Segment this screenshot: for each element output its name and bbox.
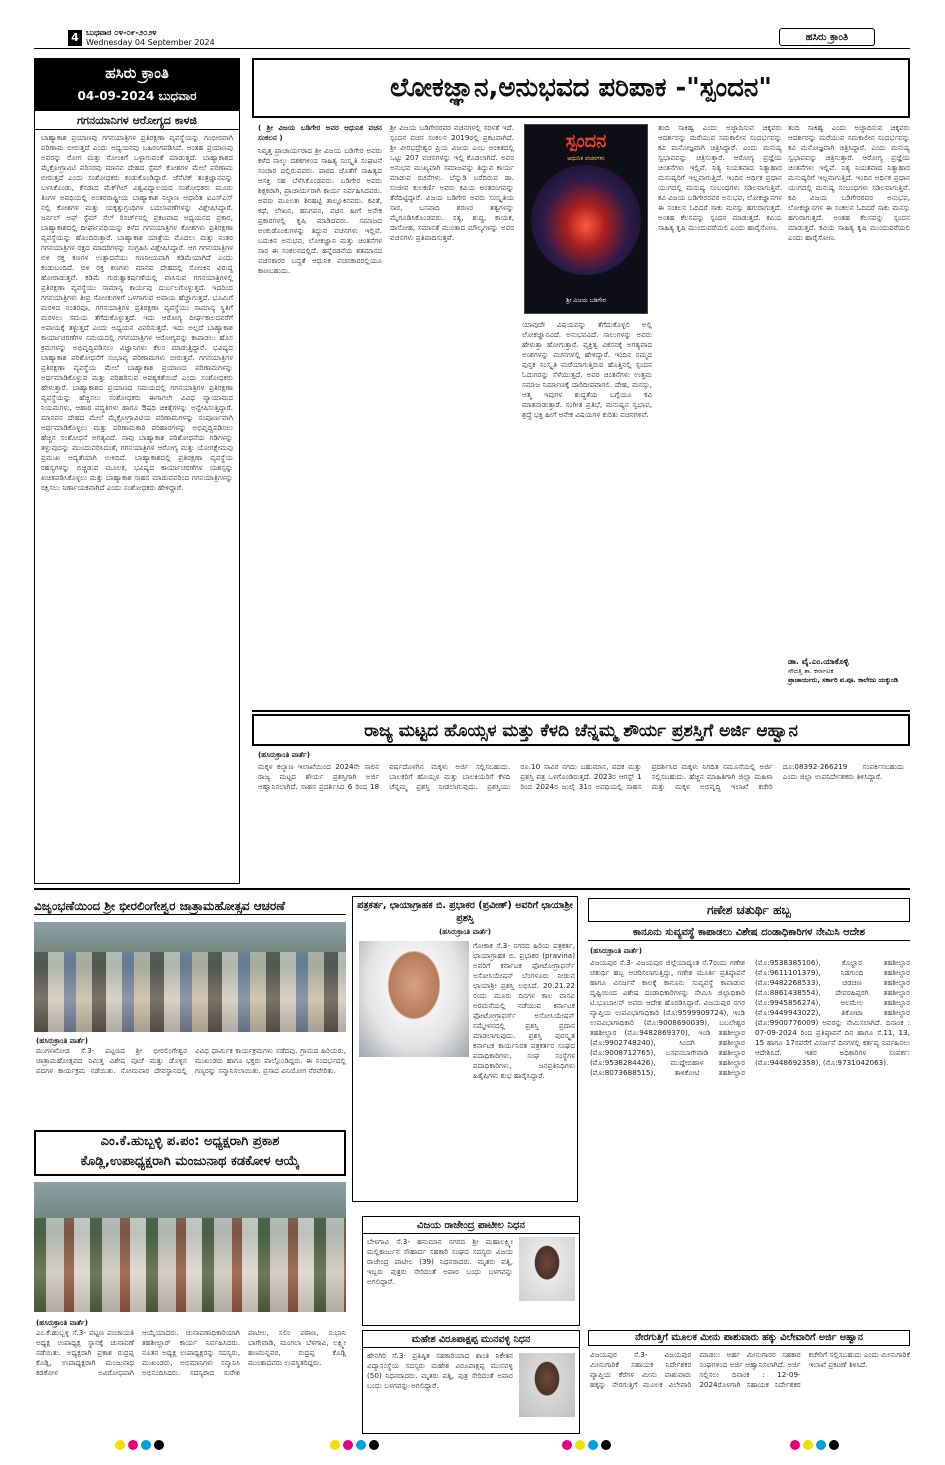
reg-dot <box>829 1440 839 1450</box>
header-date-english: Wednesday 04 September 2024 <box>86 38 215 47</box>
reg-dot <box>343 1440 353 1450</box>
ganesh-body: ವಿಜಯಪುರ ಸೆ.3- ವಿಜಯಪುರ ಜಿಲ್ಲೆಯಾದ್ಯಂತ ಸೆ.7ರಂದು ಗಣೇಶ ಚತುರ್ಥಿ ಹಬ್ಬ ಆಚರಿಸಲಾಗುತ್ತಿದ್ದು, ಗಣೇಶ ಮೂರ್ತಿ ಪ್ರತಿಷ್ಠಾಪನೆ ಹಾಗೂ ವಿಸರ್ಜನೆ ಕಾಲಕ್ಕೆ ಕಾನೂನು ಸುವ್ಯವಸ್ಥೆ ಕಾಪಾಡುವ ದೃಷ್ಟಿಯಿಂದ ವಿಶೇಷ ದಂಡಾಧಿಕಾರಿಗಳನ್ನು ನೇಮಿಸಿ ಜಿಲ್ಲಾಧಿಕಾರಿ ಟಿ.ಭೂಬಾಲನ್ ಅವರು ಆದೇಶ ಹೊರಡಿಸಿದ್ದಾರೆ. ವಿಜಯಪುರ ನಗರ ವ್ಯಾಪ್ತಿಯ ಉಪವಿಭಾಗಾಧಿಕಾರಿ (ಮೊ:9599909724), ಇಂಡಿ ಉಪವಿಭಾಗಾಧಿಕಾರಿ (ಮೊ:9008690039), ಬಬಲೇಶ್ವರ ತಹಶೀಲ್ದಾರ (ಮೊ:9482869370), ಇಂಡಿ ತಹಶೀಲ್ದಾರ (ಮೊ:9902748240), ಸಿಂದಗಿ ತಹಶೀಲ್ದಾರ (ಮೊ:9008712765), ಬಸವನಬಾಗೇವಾಡಿ ತಹಶೀಲ್ದಾರ (ಮೊ:9538284426), ಮುದ್ದೇಬಿಹಾಳ ತಹಶೀಲ್ದಾರ (ಮೊ:8073688515), ತಾಳಿಕೋಟಿ ತಹಶೀಲ್ದಾರ (ಮೊ:9538385106), ಕೊಲ್ಹಾರ ತಹಶೀಲ್ದಾರ (ಮೊ:9611101379), ನಿಡಗುಂದಿ ತಹಶೀಲ್ದಾರ (ಮೊ:9482268533), ಚಡಚಣ ತಹಶೀಲ್ದಾರ (ಮೊ:8861438554), ದೇವರಹಿಪ್ಪರಗಿ ತಹಶೀಲ್ದಾರ (ಮೊ:9945856274), ಆಲಮೇಲ ತಹಶೀಲ್ದಾರ (ಮೊ:9449943022), ತಿಕೋಟಾ ತಹಶೀಲ್ದಾರ (ಮೊ:9900776009) ಅವರನ್ನು ನೇಮಿಸಲಾಗಿದೆ. ದಿನಾಂಕ : 07-09-2024 ರಿಂದ ಪ್ರತಿಷ್ಠಾಪನೆ ದಿನ ಹಾಗೂ ಸೆ.11, 13, 15 ಹಾಗೂ 17ರವರೆಗೆ ವಿಸರ್ಜನೆ ದಿನಗಳಲ್ಲಿ ಕರ್ತವ್ಯ ನಿರ್ವಹಿಸಲು ಆದೇಶಿಸಿದೆ. ಇತರ ಅಧಿಕಾರಿಗಳ ಸಂಪರ್ಕ: (ಮೊ:9448692358), (ಮೊ:9731042063). <box>590 958 910 1077</box>
book-author: ಶ್ರೀ ವಿಜಯ ಬಡಿಗೇರ <box>566 297 606 304</box>
ganesh-banner: ಗಣೇಶ ಚತುರ್ಥಿ ಹಬ್ಬ <box>588 898 910 922</box>
lead-body-col5: ತಂದಿ ಸಾಕಿಹ್ವ ಎಂದು ಅಜ್ಜಾದಿಸುವ ಚಿಕ್ಕವರು ಆದರ್ಶರನ್ನು ಮರೆಯುವ ಸಮಕಾಲೀನ ಸಂದರ್ಭವನ್ನು ಕವಿ ಮನೋಜ್ಞವಾಗಿ ಚಿತ್ರಿಸಿದ್ದಾರೆ. ಎಂದು ಮನುಷ್ಯ ಸ್ವಭಾವವನ್ನು ಚಿತ್ರಿಸುತ್ತಾರೆ. ಆರೋಗ್ಯ ಪ್ರಜ್ಞೆಯ ಚಿಂತನೆಗಳು ಇಲ್ಲಿವೆ. ನಿತ್ಯ ನಿಯತವಾದ ನಿತ್ಯಾಹಾರ ಮನುಷ್ಯರಿಗೆ ಇಲ್ಲವಾಗುತ್ತಿದೆ. ಇಂದಿನ ಆರ್ಥಿಕ ಪ್ರಧಾನ ಯುಗದಲ್ಲಿ ಮನುಷ್ಯ ಸಂಬಂಧಗಳು ಸಡಿಲವಾಗುತ್ತಿವೆ. ಕವಿ ವಿಜಯ ಬಡಿಗೇರರವರ ಅನುಭವ, ಲೋಕಜ್ಞಾನಗಳ ಈ ಸಂಕಲನ ಓದಿದರೆ ಸಾಕು ಮನಸ್ಸು ಹಗುರಾಗುತ್ತದೆ. ಅಂತಹ ಕೆಲಸವನ್ನು ಸ್ಪಂದನ ಮಾಡುತ್ತದೆ. ಕವಿಯ ಸಾಹಿತ್ಯ ಕೃಷಿ ಮುಂದುವರೆಯಲಿ ಎಂದು ಹಾರೈಸೋಣ. <box>788 123 910 242</box>
lead-headline: ಲೋಕಜ್ಞಾನ,ಅನುಭವದ ಪರಿಪಾಕ -"ಸ್ಪಂದನ" <box>390 73 772 103</box>
mk-photo <box>34 1182 346 1312</box>
mk-headline-line1: ಎಂ.ಕೆ.ಹುಬ್ಬಳ್ಳಿ ಪ.ಪಂ: ಅಧ್ಯಕ್ಷರಾಗಿ ಪ್ರಕಾಶ <box>100 1134 280 1149</box>
fish-headline: ನೇರಗುತ್ತಿಗೆ ಮೂಲಕ ಮೀನು ಪಾಶುವಾರು ಹಕ್ಕು ವಿಲೇವಾರಿಗೆ ಅರ್ಜಿ ಆಹ್ವಾನ <box>588 1330 910 1346</box>
ganesh-dateline: (ಹಸಿರುಕ್ರಾಂತಿ ವಾರ್ತೆ) <box>590 946 643 955</box>
ganesh-headline: ಕಾನೂನು ಸುವ್ಯವಸ್ಥೆ ಕಾಪಾಡಲು ವಿಶೇಷ ದಂಡಾಧಿಕಾರಿಗಳ ನೇಮಿಸಿ ಆದೇಶ <box>588 926 910 941</box>
reg-dot <box>141 1440 151 1450</box>
masthead-date: 04-09-2024 ಬುಧವಾರ <box>77 89 197 103</box>
book-subtitle: ಆಧುನಿಕ ವಚನಗಳು <box>567 155 605 162</box>
reg-dot <box>115 1440 125 1450</box>
reg-dot <box>601 1440 611 1450</box>
masthead-title: ಹಸಿರು ಕ್ರಾಂತಿ <box>105 64 169 82</box>
reg-dot <box>356 1440 366 1450</box>
masthead <box>35 59 239 111</box>
award-headline-box <box>252 714 910 746</box>
obit2-body: ಹೇನಗಿರಿ ಸೆ.3- ಪ್ರತಿಷ್ಠಿತ ಸಹಕಾರಿಯಾದ ಶಾಂತಿ ನಿಕೇತನ ವಿದ್ಯಾಸಂಸ್ಥೆಯ ಸದಸ್ಯರು ಮಹೇಶ ವಿರೂಪಾಕ್ಷಪ್ಪ ಮುನವಳ್ಳಿ (50) ನಿಧನರಾದರು. ಮೃತರು ಪತ್ನಿ, ಪುತ್ರ ಸೇರಿದಂತೆ ಅಪಾರ ಬಂಧು ಬಳಗವನ್ನು ಅಗಲಿದ್ದಾರೆ. <box>367 1351 513 1390</box>
obit2-photo <box>519 1353 575 1417</box>
award2-dateline: (ಹಸಿರುಕ್ರಾಂತಿ ವಾರ್ತೆ) <box>438 927 491 936</box>
award2-body: ಗೋಕಾಕ ಸೆ.3- ನಗರದ ಹಿರಿಯ ಪತ್ರಕರ್ತ, ಛಾಯಾಗ್ರಾಹಕ ಬಿ. ಪ್ರಭಾಕರ (pravina) ಅವರಿಗೆ ಕರ್ನಾಟಕ ಫೋಟೋಗ್ರಾಫರ್ಸ್ ಅಸೋಸಿಯೇಷನ್ ಬೆಂಗಳೂರು ನೀಡುವ ಛಾಯಾಶ್ರೀ ಪ್ರಶಸ್ತಿ ಲಭಿಸಿದೆ. 20.21.22 ರಂದು ಮೂರು ದಿನಗಳ ಕಾಲ ವಾಸವಿ ಅರಮನೆಯಲ್ಲಿ ನಡೆಯುವ ಕರ್ನಾಟಕ ಫೋಟೋಗ್ರಾಫರ್ಸ್ ಅಸೋಸಿಯೇಷನ್ ಸಮ್ಮೇಳನದಲ್ಲಿ ಪ್ರಶಸ್ತಿ ಪ್ರದಾನ ಮಾಡಲಾಗುವುದು. ಪ್ರಶಸ್ತಿ ಪುರಸ್ಕೃತ ಕರ್ನಾಟಕ ಕಾರ್ಯನಿರತ ಪತ್ರಕರ್ತರ ಸಂಘದ ಪದಾಧಿಕಾರಿಗಳು, ಸಂಘ ಸಂಸ್ಥೆಗಳ ಪದಾಧಿಕಾರಿಗಳು, ಜನಪ್ರತಿನಿಧಿಗಳು ಹಿತೈಷಿಗಳು ಶುಭ ಹಾರೈಸಿದ್ದಾರೆ. <box>473 941 575 1080</box>
lead-body-col4: ತಂದಿ ಸಾಕಿಹ್ವ ಎಂದು ಅಜ್ಜಾದಿಸುವ ಚಿಕ್ಕವರು ಆದರ್ಶರನ್ನು ಮರೆಯುವ ಸಮಕಾಲೀನ ಸಂದರ್ಭವನ್ನು ಕವಿ ಮನೋಜ್ಞವಾಗಿ ಚಿತ್ರಿಸಿದ್ದಾರೆ. ಎಂದು ಮನುಷ್ಯ ಸ್ವಭಾವವನ್ನು ಚಿತ್ರಿಸುತ್ತಾರೆ. ಆರೋಗ್ಯ ಪ್ರಜ್ಞೆಯ ಚಿಂತನೆಗಳು ಇಲ್ಲಿವೆ. ನಿತ್ಯ ನಿಯತವಾದ ನಿತ್ಯಾಹಾರ ಮನುಷ್ಯರಿಗೆ ಇಲ್ಲವಾಗುತ್ತಿದೆ. ಇಂದಿನ ಆರ್ಥಿಕ ಪ್ರಧಾನ ಯುಗದಲ್ಲಿ ಮನುಷ್ಯ ಸಂಬಂಧಗಳು ಸಡಿಲವಾಗುತ್ತಿವೆ. ಕವಿ ವಿಜಯ ಬಡಿಗೇರರವರ ಅನುಭವ, ಲೋಕಜ್ಞಾನಗಳ ಈ ಸಂಕಲನ ಓದಿದರೆ ಸಾಕು ಮನಸ್ಸು ಹಗುರಾಗುತ್ತದೆ. ಅಂತಹ ಕೆಲಸವನ್ನು ಸ್ಪಂದನ ಮಾಡುತ್ತದೆ. ಕವಿಯ ಸಾಹಿತ್ಯ ಕೃಷಿ ಮುಂದುವರೆಯಲಿ ಎಂದು ಹಾರೈಸೋಣ. <box>658 123 782 232</box>
header-date-kannada: ಬುಧವಾರ ೦೪-೦೯-೨೦೨೪ <box>86 28 157 37</box>
lead-headline-box <box>252 58 910 118</box>
award2-photo <box>359 941 469 1057</box>
lead-intro: ( ಶ್ರೀ ವಿಜಯ ಬಡಿಗೇರ ಅವರ ಆಧುನಿಕ ವಚನ ಸಂಕಲನ ) <box>258 123 382 142</box>
editorial-headline: ಗಗನಯಾನಿಗಳ ಆರೋಗ್ಯದ ಕಾಳಜಿ <box>35 113 239 130</box>
mid-page-rule <box>34 888 910 890</box>
editorial-column <box>34 58 240 884</box>
registration-marks <box>0 1436 945 1456</box>
reviewer-signature <box>788 656 910 706</box>
reg-dot <box>790 1440 800 1450</box>
header-paper-name: ಹಸಿರು ಕ್ರಾಂತಿ <box>779 28 875 46</box>
reg-dot <box>562 1440 572 1450</box>
reg-dot <box>588 1440 598 1450</box>
reg-dot <box>154 1440 164 1450</box>
obit1-body: ಬೇಳಗಾವಿ ಸೆ.3- ಹನುಮಾನ ನಗರದ ಶ್ರೀ ಮಹಾಲಕ್ಷ್ಮೀ ಮಲ್ಲಿಕಾರ್ಜುನ ಸೌಹಾರ್ದ ಸಹಕಾರಿ ಸಂಘದ ಸದಸ್ಯರು ವಿಜಯ ರಾಜೇಂದ್ರ ಪಾಟೀಲ (39) ನಿಧನರಾದರು. ಮೃತರು ಪತ್ನಿ, ಇಬ್ಬರು ಪುತ್ರರು ಸೇರಿದಂತೆ ಅಪಾರ ಬಂಧು ಬಳಗವನ್ನು ಅಗಲಿದ್ದಾರೆ. <box>367 1237 513 1286</box>
award-body: ಮಕ್ಕಳ ಕಲ್ಯಾಣ ಇಲಾಖೆಯಿಂದ 2024ನೇ ಸಾಲಿನ ರಾಜ್ಯ ಮಟ್ಟದ ಶೌರ್ಯ ಪ್ರಶಸ್ತಿಗಾಗಿ ಅರ್ಜಿ ಆಹ್ವಾನಿಸಲಾಗಿದೆ. ಸಾಹಸ ಪ್ರದರ್ಶಿಸಿದ 6 ರಿಂದ 18 ವರ್ಷದೊಳಗಿನ ಮಕ್ಕಳು ಅರ್ಜಿ ಸಲ್ಲಿಸಬಹುದು. ಬಾಲಕರಿಗೆ ಹೊಯ್ಸಳ ಮತ್ತು ಬಾಲಕಿಯರಿಗೆ ಕೆಳದಿ ಚೆನ್ನಮ್ಮ ಪ್ರಶಸ್ತಿ ನೀಡಲಾಗುವುದು. ಪ್ರಶಸ್ತಿಯು ರೂ.10 ಸಾವಿರ ನಗದು ಬಹುಮಾನ, ಪದಕ ಮತ್ತು ಪ್ರಶಸ್ತಿ ಪತ್ರ ಒಳಗೊಂಡಿರುತ್ತದೆ. 2023ರ ಆಗಸ್ಟ್ 1 ರಿಂದ 2024ರ ಜುಲೈ 31ರ ಅವಧಿಯಲ್ಲಿ ಸಾಹಸ ಪ್ರದರ್ಶಿಸಿದ ಮಕ್ಕಳು ನಿಗದಿತ ನಮೂನೆಯಲ್ಲಿ ಅರ್ಜಿ ಸಲ್ಲಿಸಬಹುದು. ಹೆಚ್ಚಿನ ಮಾಹಿತಿಗಾಗಿ ಜಿಲ್ಲಾ ಮಹಿಳಾ ಮತ್ತು ಮಕ್ಕಳ ಅಭಿವೃದ್ಧಿ ಇಲಾಖೆ ಕಚೇರಿ ದೂ:08392-266219 ಸಂಪರ್ಕಿಸಬಹುದು ಎಂದು ಜಿಲ್ಲಾ ಉಪನಿರ್ದೇಶಕರು ತಿಳಿಸಿದ್ದಾರೆ. <box>258 762 904 791</box>
reg-dot <box>803 1440 813 1450</box>
award-dateline: (ಹಸಿರುಕ್ರಾಂತಿ ವಾರ್ತೆ) <box>258 750 311 759</box>
mk-headline-line2: ಕೊಡ್ಲಿ,ಉಪಾಧ್ಯಕ್ಷರಾಗಿ ಮಂಜುನಾಥ ಕಡಕೋಳ ಆಯ್ಕೆ <box>80 1154 300 1169</box>
lead-body-col1: ನಿವೃತ್ತ ಪ್ರಾಚಾರ್ಯರಾದ ಶ್ರೀ ವಿಜಯ ಬಡಿಗೇರ ಅವರು ಕಳೆದ ನಾಲ್ಕು ದಶಕಗಳಿಂದ ಸಾಹಿತ್ಯ ಸಂಸ್ಕೃತಿ ಸಂಘಟನೆ ಸಂಚಾರ ದಲ್ಲಿರುವವರು. ಪಾಠದ ಜೊತೆಗೆ ಸಾಹಿತ್ಯದ ಆಸಕ್ತಿ ಸಹ ಬೆಳೆಸಿಕೊಂಡವರು. ಬಡಿಗೇರ ಅವರು ಶಿಕ್ಷಕರಾಗಿ, ಪ್ರಾಚಾರ್ಯರಾಗಿ ಕಾರ್ಯ ನಿರ್ವಹಿಸಿದವರು. ಅವರು ಮೂಲತಃ ಶಿರಹಟ್ಟಿ ತಾಲ್ಲೂಕಿನವರು. ಕವಿತೆ, ಕಥೆ, ಲೇಖನ, ಹನಿಗವನ, ವಚನ ಹೀಗೆ ಅನೇಕ ಪ್ರಕಾರಗಳಲ್ಲಿ ಕೃಷಿ ಮಾಡಿದವರು. ಸಮಾಜದ ಅಂಕುಡೊಂಕುಗಳನ್ನು ತಿದ್ದುವ ವಚನಗಳು ಇಲ್ಲಿವೆ. ಬದುಕಿನ ಅನುಭವ, ಲೋಕಜ್ಞಾನ ಮತ್ತು ಚಿಂತನೆಗಳ ಸಾರ ಈ ಸಂಕಲನದಲ್ಲಿದೆ. ಹನ್ನೆರಡನೆಯ ಶತಮಾನದ ವಚನಕಾರರ ಬದ್ಧತೆ ಆಧುನಿಕ ವಚನಕಾರರಲ್ಲಿಯೂ ಕಾಣಬಹುದು. <box>258 146 382 275</box>
reg-dot <box>330 1440 340 1450</box>
award-headline: ರಾಜ್ಯ ಮಟ್ಟದ ಹೊಯ್ಸಳ ಮತ್ತು ಕೆಳದಿ ಚೆನ್ನಮ್ಮ ಶೌರ್ಯ ಪ್ರಶಸ್ತಿಗೆ ಅರ್ಜಿ ಆಹ್ವಾನ <box>364 721 798 741</box>
page-header <box>34 28 910 50</box>
reg-dot <box>816 1440 826 1450</box>
book-cover-art <box>531 165 641 275</box>
book-cover <box>524 124 648 314</box>
fair-photo <box>34 922 346 1032</box>
reg-dot <box>128 1440 138 1450</box>
mk-dateline: (ಹಸಿರುಕ್ರಾಂತಿ ವಾರ್ತೆ) <box>36 1318 89 1327</box>
obit2-box <box>362 1330 580 1434</box>
lead-body-col2: ಶ್ರೀ ವಿಜಯ ಬಡಿಗೇರರವರ ವಚನಗಳಲ್ಲಿ ಸರಳತೆ ಇದೆ. ಸ್ಪಂದನ ವಚನ ಸಂಕಲನ 2019ರಲ್ಲಿ ಪ್ರಕಟವಾಗಿದೆ. ಶ್ರೀ ವೀರಭದ್ರೇಶ್ವರ ಪ್ರಿಯ ವಿಜಯ ಎಂಬ ಅಂಕಿತದಲ್ಲಿ ಒಟ್ಟು 207 ವಚನಗಳನ್ನು ಇಲ್ಲಿ ಕೊಡಲಾಗಿದೆ. ಅವರ ಅನುಭವ ಮುಖ್ಯವಾಗಿ ಸಮಾಜವನ್ನು ತಿದ್ದುವ ಕಾರ್ಯ ಮಾಡುವ ರಚನೆಗಳು. ಬೆನ್ನುಡಿ ಬರೆದಿರುವ ಡಾ. ಸಂಜೀವ ಕುಲಕರ್ಣಿ ಅವರು ಕವಿಯ ಅಂತರಂಗವನ್ನು ತೆರೆದಿಟ್ಟಿದ್ದಾರೆ. ವಿಜಯ ಬಡಿಗೇರ ಅವರು ಸಂಸ್ಕೃತಿಯ ಸಾರ, ಬಸವಾದಿ ಶರಣರ ತತ್ವಗಳನ್ನು ಮೈಗೂಡಿಸಿಕೊಂಡವರು. ಸತ್ಯ, ಶುದ್ಧ, ಕಾಯಕ, ದಾಸೋಹ, ಸಮಾನತೆ ಮುಂತಾದ ಮೌಲ್ಯಗಳನ್ನು ಅವರ ವಚನಗಳು ಪ್ರತಿಪಾದಿಸುತ್ತವೆ. <box>390 123 514 242</box>
fair-headline: ವಿಜೃಂಭಣೆಯಿಂದ ಶ್ರೀ ಭೀರಲಿಂಗೇಶ್ವರ ಜಾತ್ರಾಮಹೋತ್ಸವ ಆಚರಣೆ <box>34 898 346 915</box>
award2-headline: ಪತ್ರಕರ್ತ, ಛಾಯಾಗ್ರಾಹಕ ಬಿ. ಪ್ರಭಾಕರ (ಪ್ರವೀಣ್) ಅವರಿಗೆ ಛಾಯಾಶ್ರೀ ಪ್ರಶಸ್ತಿ <box>357 900 573 924</box>
award2-box <box>352 896 578 1202</box>
book-title: ಸ್ಪಂದನ <box>565 131 607 152</box>
fair-dateline: (ಹಸಿರುಕ್ರಾಂತಿ ವಾರ್ತೆ) <box>36 1036 89 1045</box>
reviewer-address: ಸೌದತ್ತಿ ತಾ. ಕರ್ನಾಟಕ <box>788 667 834 675</box>
mk-headline <box>34 1130 346 1176</box>
fair-body: ಮುಗಳಖೋಡ ಸೆ.3- ಪಟ್ಟಣದ ಶ್ರೀ ಭೀರಲಿಂಗೇಶ್ವರ ಜಾತ್ರಾಮಹೋತ್ಸವದ ನಿಮಿತ್ತ ವಿಶೇಷ ಪೂಜೆ ಮತ್ತು ಡೊಳ್ಳಿನ ಪದಗಳ ಕಾರ್ಯಕ್ರಮ ನಡೆಯಿತು. ಸೋಮವಾರ ದೇವಸ್ಥಾನದಲ್ಲಿ ವಿವಿಧ ಧಾರ್ಮಿಕ ಕಾರ್ಯಕ್ರಮಗಳು ನಡೆದವು. ಗ್ರಾಮದ ಹಿರಿಯರು, ಮುಖಂಡರು ಹಾಗೂ ಭಕ್ತರು ಪಾಲ್ಗೊಂಡಿದ್ದರು. ಈ ಸಂದರ್ಭದಲ್ಲಿ ಗಣ್ಯರನ್ನು ಸನ್ಮಾನಿಸಲಾಯಿತು. ಪ್ರಸಾದ ವಿನಿಯೋಗ ನೆರವೇರಿತು. <box>36 1046 346 1075</box>
lead-body-col3: ಯಾವುದೇ ವಿಷಯವನ್ನು ತೆಗೆದುಕೊಳ್ಳಲಿ ಅಲ್ಲಿ ಲೋಕಜ್ಞಾನವಿದೆ. ಅನುಭವವಿದೆ. ಸಾಲುಗಳನ್ನು ಅವರು ಹೇಳುತ್ತಾ ಹೋಗುತ್ತಾರೆ. ವ್ಯಕ್ತಿತ್ವ ವಿಕಸನಕ್ಕೆ ಅಗತ್ಯವಾದ ಅಂಶಗಳನ್ನು ವಚನಗಳಲ್ಲಿ ಹೇಳಿದ್ದಾರೆ. ಇಂದಿನ ನಮ್ಮದ ಪುಸ್ತಕ ಸಂಸ್ಕೃತಿ ಮರೆಯಾಗುತ್ತಿರುವ ಹೊತ್ತಿನಲ್ಲಿ ಸ್ಪಂದನ ಓದುಗರನ್ನು ಸೆಳೆಯುತ್ತದೆ. ಅವರ ಚಿಂತನೆಗಳು ಉತ್ತಮ ಸಮಾಜ ನಿರ್ಮಾಣಕ್ಕೆ ದಾರಿದೀಪವಾಗಲಿ. ದೇಹ, ಮನಸ್ಸು, ಆತ್ಮ ಇವುಗಳ ಶುದ್ಧತೆಯ ಬಗ್ಗೆಯೂ ಕವಿ ಮಾತನಾಡುತ್ತಾರೆ. ಸಂಗೀತ ಪ್ರತಿಭೆ, ಮನುಷ್ಯನ ಸ್ವಭಾವ, ಶ್ರದ್ಧೆ ಭಕ್ತಿ ಹೀಗೆ ಅನೇಕ ವಿಷಯಗಳ ಕುರಿತು ವಚನಗಳಿವೆ. <box>522 320 652 419</box>
obit1-box <box>362 1216 580 1326</box>
reviewer-name: ಡಾ. ವೈ.ಎಂ.ಯಾಕೊಳ್ಳಿ <box>788 657 849 666</box>
fair-photo-people <box>34 952 346 1032</box>
mk-body: ಎಂ.ಕೆ.ಹುಬ್ಬಳ್ಳಿ ಸೆ.3- ಪಟ್ಟಣ ಪಂಚಾಯತಿ ಅಧ್ಯಕ್ಷ ಉಪಾಧ್ಯಕ್ಷ ಸ್ಥಾನಕ್ಕೆ ಚುನಾವಣೆ ನಡೆಯಿತು. ಅಧ್ಯಕ್ಷರಾಗಿ ಪ್ರಕಾಶ ರುದ್ರಪ್ಪ ಕೊಡ್ಲಿ, ಉಪಾಧ್ಯಕ್ಷರಾಗಿ ಮಂಜುನಾಥ ಕಡಕೋಳ ಅವಿರೋಧವಾಗಿ ಆಯ್ಕೆಯಾದರು. ಚುನಾವಣಾಧಿಕಾರಿಯಾಗಿ ತಹಶೀಲ್ದಾರ್ ಕಾರ್ಯ ನಿರ್ವಹಿಸಿದರು. ನೂತನ ಅಧ್ಯಕ್ಷ ಉಪಾಧ್ಯಕ್ಷರನ್ನು ಸದಸ್ಯರು, ಮುಖಂಡರು, ಅಭಿಮಾನಿಗಳು ಸನ್ಮಾನಿಸಿ ಅಭಿನಂದಿಸಿದರು. ಸದಸ್ಯರಾದ ಸುರೇಶ ಪಾಟೀಲ, ಸಲಿಂ ಪಠಾಣ, ಸುಭಾನಿ ಬಾಗೇವಾಡಿ, ಮಂಗಲಾ ಬೆಳಗಾವಿ, ಲಕ್ಷ್ಮೀ ಹಣಮನ್ನವರ, ರುದ್ರಪ್ಪ ಕೊಡ್ಲಿ ಮುಂತಾದವರು ಉಪಸ್ಥಿತರಿದ್ದರು. <box>36 1328 346 1377</box>
reviewer-role: ಪ್ರಾಚಾರ್ಯರು, ಸರ್ಕಾರಿ ಪ.ಪೂ. ಕಾಲೇಜು ಯಕ್ಕುಂಡಿ <box>788 676 898 684</box>
obit1-photo <box>519 1237 575 1301</box>
obit2-headline: ಮಹೇಶ ವಿರೂಪಾಕ್ಷಪ್ಪ ಮುನವಳ್ಳಿ ನಿಧನ <box>363 1333 579 1348</box>
editorial-body: ಬಾಹ್ಯಾಕಾಶ ಪ್ರಯಾಣವು ಗಗನಯಾತ್ರಿಗಳ ಪ್ರತಿರಕ್ಷಣಾ ವ್ಯವಸ್ಥೆಯನ್ನು ಗಂಭೀರವಾಗಿ ಪರಿಣಾಮ ಬೀರುತ್ತದೆ ಎಂದು ಅಧ್ಯಯನವು ಬಹಿರಂಗಪಡಿಸಿದೆ. ಅಂತಹ ಪ್ರಯಾಣವು ಅವರನ್ನು ರೋಗ ಮತ್ತು ಸೋಂಕಿಗೆ ಒಳ್ಳಾಗುವಂತೆ ಮಾಡುತ್ತದೆ. ಬಾಹ್ಯಾಕಾಶದ ಮೈಕ್ರೋಗ್ರಾವಿಟಿ ಪರಿಸರವು ಮಾನವ ದೇಹದ ಸ್ಟೆಮ್ ಕೋಶಗಳ ಮೇಲೆ ಪರಿಣಾಮ ಬೀರುತ್ತದೆ ಎಂದು ಸಂಶೋಧಕರು ಕಂಡುಕೊಂಡಿದ್ದಾರೆ. ಜೆನೆಟಿಕ್ ತಂತ್ರಜ್ಞಾನವನ್ನು ಬಳಸಿಕೊಂಡು, ಕೆನಡಾದ ಮೆಕ್‌ಗಿಲ್ ವಿಶ್ವವಿದ್ಯಾಲಯದ ಸಂಶೋಧಕರು ಮೂರು ತಿಂಗಳ ಅವಧಿಯಲ್ಲಿ ಅಂತರರಾಷ್ಟ್ರೀಯ ಬಾಹ್ಯಾಕಾಶ ನಿಲ್ದಾಣ ಆಧಾರಿತ ಐಎಸ್‌ಎಸ್ ನಲ್ಲಿ ಕೋಶಗಳ ಮತ್ತು ಯಕೃತ್ತುಗ್ರಂಥಿಗಳ ಬದಲಾವಣೆಗಳನ್ನು ವಿಶ್ಲೇಷಿಸಿದ್ದಾರೆ. ಜರ್ನಲ್ ಆಫ್ ಸ್ಟೆಮ್ ಸೆಲ್ ರಿಸರ್ಚ್‌ನಲ್ಲಿ ಪ್ರಕಟವಾದ ಅಧ್ಯಯನದ ಪ್ರಕಾರ, ಬಾಹ್ಯಾಕಾಶದಲ್ಲಿ ದೀರ್ಘಾವಧಿಯನ್ನು ಕಳೆದ ಗಗನಯಾತ್ರಿಗಳ ಕೋಶಗಳು ಪ್ರತಿರಕ್ಷಣಾ ವ್ಯವಸ್ಥೆಯನ್ನು ಹೊಂದಿರುತ್ತಾರೆ. ಬಾಹ್ಯಾಕಾಶ ಯಾತ್ರೆಯ ಮೊದಲು ಮತ್ತು ನಂತರ ಗಗನಯಾತ್ರಿಗಳ ರಕ್ತದ ಮಾದರಿಗಳನ್ನು ಸಂಗ್ರಹಿಸಿ ವಿಶ್ಲೇಷಿಸಿದ್ದಾರೆ. ಆಗ ಗಗನಯಾತ್ರಿಗಳ ಬಿಳಿ ರಕ್ತ ಕಣಗಳ ಉತ್ಪಾದನೆಯು ಗಣನೀಯವಾಗಿ ಕಡಿಮೆಯಾಗಿದೆ ಎಂದು ಕಂಡುಬಂದಿದೆ. ಬಿಳಿ ರಕ್ತ ಕಣಗಳು ಮಾನವ ದೇಹದಲ್ಲಿ ಸೋಂಕಿನ ವಿರುದ್ಧ ಹೋರಾಡುತ್ತವೆ. ಕಡಿಮೆ ಗುರುತ್ವಾಕರ್ಷಣೆಯಲ್ಲಿ ವಾಸಿಸುವ ಗಗನಯಾತ್ರಿಗಳಲ್ಲಿ ಪ್ರತಿರಕ್ಷಣಾ ವ್ಯವಸ್ಥೆಯು ಸಾಮಾನ್ಯ ಕಾರ್ಯವು ದುರ್ಬಲಗೊಳ್ಳುತ್ತದೆ. ಇದರಿಂದ ಗಗನಯಾತ್ರಿಗಳು ತೀವ್ರ ಸೋಂಕುಗಳಿಗೆ ಒಳಗಾಗುವ ಅಪಾಯ ಹೆಚ್ಚಾಗುತ್ತದೆ. ಭೂಮಿಗೆ ಮರಳಿದ ನಂತರವೂ, ಗಗನಯಾತ್ರಿಗಳ ಪ್ರತಿರಕ್ಷಣಾ ವ್ಯವಸ್ಥೆಯು ಸಾಮಾನ್ಯ ಸ್ಥಿತಿಗೆ ಮರಳಲು ಸಮಯ ತೆಗೆದುಕೊಳ್ಳುತ್ತದೆ. ಇದು ಆರೋಗ್ಯ ದೀರ್ಘಕಾಲದವರೆಗೆ ಅಪಾಯಕ್ಕೆ ತಳ್ಳುತ್ತದೆ ಎಂದು ಅಧ್ಯಯನ ವಿವರಿಸುತ್ತದೆ. ಇದು ಅಲ್ಲದೆ ಬಾಹ್ಯಾಕಾಶ ಕಾರ್ಯಾಚರಣೆಗಳ ಸಮಯದಲ್ಲಿ ಗಗನಯಾತ್ರಿಗಳ ಆರೋಗ್ಯವನ್ನು ಕಾಪಾಡಲು ಹೊಸ ಕ್ರಮಗಳನ್ನು ಅಭಿವೃದ್ಧಿಪಡಿಸಲು ವಿಜ್ಞಾನಿಗಳು ಕೆಲಸ ಮಾಡುತ್ತಿದ್ದಾರೆ. ಭವಿಷ್ಯದ ಬಾಹ್ಯಾಕಾಶ ಪರಿಶೋಧನೆಗೆ ಸಂಭಾವ್ಯ ಪರಿಣಾಮಗಳು ಬೀರುತ್ತವೆ. ಗಗನಯಾತ್ರಿಗಳ ಪ್ರತಿರಕ್ಷಣಾ ವ್ಯವಸ್ಥೆಯ ಮೇಲೆ ಬಾಹ್ಯಾಕಾಶ ಪ್ರಯಾಣದ ಪರಿಣಾಮಗಳನ್ನು ಅರ್ಥಮಾಡಿಕೊಳ್ಳುವ ಮತ್ತು ಪರಿಹರಿಸುವ ಅವಶ್ಯಕತೆಯಿದೆ ಎಂದು ಸಂಶೋಧಕರು ಹೇಳುತ್ತಾರೆ. ಬಾಹ್ಯಾಕಾಶದ ಪ್ರಯಾಣದ ಸಮಯದಲ್ಲಿ ಗಗನಯಾತ್ರಿಗಳ ಪ್ರತಿರಕ್ಷಣಾ ವ್ಯವಸ್ಥೆಯನ್ನು ಹೆಚ್ಚಿಸಲು ಸಂಶೋಧಕರು ಈಗಾಗಲೇ ವಿವಿಧ ವ್ಯಾಯಾಮದ ನಿಯಮಗಳು, ಆಹಾರ ಪದ್ಧತಿಗಳು ಹಾಗೂ ಔಷಧಿ ಚಿಕಿತ್ಸೆಗಳನ್ನು ಅನ್ವೇಷಿಸುತ್ತಿದ್ದಾರೆ. ಮಾನವನ ದೇಹದ ಮೇಲೆ ಮೈಕ್ರೋಗ್ರಾವಿಟಿಯ ಪರಿಣಾಮಗಳನ್ನು ಸಂಪೂರ್ಣವಾಗಿ ಅರ್ಥಮಾಡಿಕೊಳ್ಳಲು ಮತ್ತು ಪರಿಣಾಮಕಾರಿ ಪರಿಹಾರಗಳನ್ನು ಅಭಿವೃದ್ಧಿಪಡಿಸಲು ಹೆಚ್ಚಿನ ಸಂಶೋಧನೆ ಅಗತ್ಯವಿದೆ. ನಾವು ಬಾಹ್ಯಾಕಾಶ ಪರಿಶೋಧನೆಯ ಗಡಿಗಳನ್ನು ತಳ್ಳುವುದನ್ನು ಮುಂದುವರಿಸಿದಂತೆ, ಗಗನಯಾತ್ರಿಗಳ ಆರೋಗ್ಯ ಮತ್ತು ಯೋಗಕ್ಷೇಮವು ಪ್ರಮುಖ ಆದ್ಯತೆಯಾಗಿ ಉಳಿದಿದೆ. ಬಾಹ್ಯಾಕಾಶದಲ್ಲಿ ಪ್ರತಿರಕ್ಷಣಾ ವ್ಯವಸ್ಥೆಯ ರಹಸ್ಯಗಳನ್ನು ಬಿಚ್ಚಿಡುವ ಮೂಲಕ, ಭವಿಷ್ಯದ ಕಾರ್ಯಾಚರಣೆಗಳ ಯಶಸ್ಸನ್ನು ಖಚಿತಪಡಿಸಿಕೊಳ್ಳಲು ಮತ್ತು ಬಾಹ್ಯಾಕಾಶ ಸಾಹಸ ಮಾಡುವವರಿಂದ ಗಗನಯಾತ್ರಿಗಳನ್ನು ರಕ್ಷಿಸಲು ನಿರ್ಣಾಯಕವಾಗಿದೆ ಎಂದು ಸಂಶೋಧಕರು ಹೇಳಿದ್ದಾರೆ. <box>41 133 233 492</box>
lead-bottom-rule <box>252 710 910 712</box>
header-rule <box>34 48 910 49</box>
obit1-headline: ವಿಜಯ ರಾಜೇಂದ್ರ ಪಾಟೀಲ ನಿಧನ <box>363 1219 579 1234</box>
reg-dot <box>369 1440 379 1450</box>
reg-dot <box>575 1440 585 1450</box>
page-number: 4 <box>68 30 82 46</box>
fish-body: ವಿಜಯಪುರ ಸೆ.3- ವಿಜಯಪುರ ಮೀನುಗಾರಿಕೆ ಸಹಾಯಕ ನಿರ್ದೇಶಕರ ವ್ಯಾಪ್ತಿಯ ಕೆರೆಗಳ ಮೀನು ಪಾಶುವಾರು ಹಕ್ಕನ್ನು ನೇರಗುತ್ತಿಗೆ ಮೂಲಕ ವಿಲೇವಾರಿ ಮಾಡಲು ಅರ್ಹ ಮೀನುಗಾರರ ಸಹಕಾರ ಸಂಘಗಳಿಂದ ಅರ್ಜಿ ಆಹ್ವಾನಿಸಲಾಗಿದೆ. ಅರ್ಜಿ ಸಲ್ಲಿಸಲು ದಿನಾಂಕ : 12-09-2024ರೊಳಗಾಗಿ ಸಹಾಯಕ ನಿರ್ದೇಶಕರ ಕಚೇರಿಗೆ ಸಲ್ಲಿಸಬಹುದು ಎಂದು ಮೀನುಗಾರಿಕೆ ಇಲಾಖೆ ಪ್ರಕಟಣೆ ತಿಳಿಸಿದೆ. <box>590 1350 910 1389</box>
mk-photo-people <box>34 1218 346 1312</box>
